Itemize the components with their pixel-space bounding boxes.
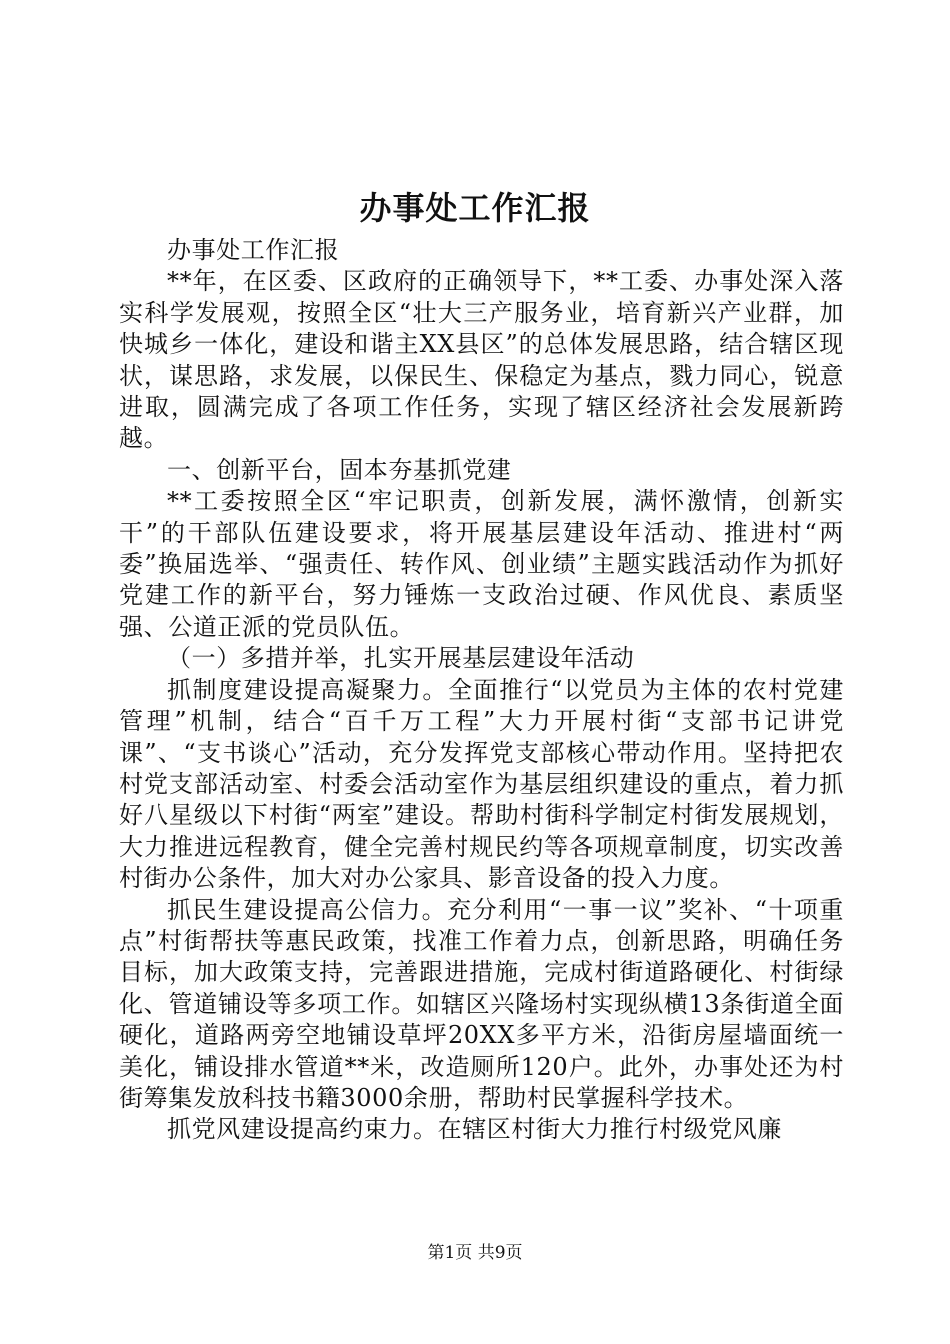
- page-number-footer: 第1页 共9页: [427, 1243, 523, 1263]
- section-heading-1: 一、创新平台，固本夯基抓党建: [167, 455, 512, 484]
- paragraph-conduct-building: 抓党风建设提高约束力。在辖区村街大力推行村级党风廉: [167, 1115, 782, 1144]
- document-body: [119, 235, 844, 1146]
- paragraph-heading-repeat: 办事处工作汇报: [167, 236, 340, 264]
- paragraph-livelihood-building: 抓民生建设提高公信力。充分利用“一事一议”奖补、“十项重点”村街帮扶等惠民政策，找准工作着力点，创新思路，明确任务目标，加大政策支持，完善跟进措施，完成村街道路硬化、村街绿化、管道铺设等多项工作。如辖区兴隆场村实现纵横13条街道全面硬化，道路两旁空地铺设草坪20XX多平方米，沿街房屋墙面统一美化，铺设排水管道**米，改造厕所120户。此外，办事处还为村街筹集发放科技书籍3000余册，帮助村民掌握科学技术。: [119, 895, 844, 1112]
- paragraph-system-building: 抓制度建设提高凝聚力。全面推行“以党员为主体的农村党建管理”机制，结合“百千万工程”大力开展村街“支部书记讲党课”、“支书谈心”活动，充分发挥党支部核心带动作用。坚持把农村党支部活动室、村委会活动室作为基层组织建设的重点，着力抓好八星级以下村街“两室”建设。帮助村街科学制定村街发展规划，大力推进远程教育，健全完善村规民约等各项规章制度，切实改善村街办公条件，加大对办公家具、影音设备的投入力度。: [119, 675, 844, 893]
- paragraph-intro: **年，在区委、区政府的正确领导下，**工委、办事处深入落实科学发展观，按照全区“壮大三产服务业，培育新兴产业群，加快城乡一体化，建设和谐主XX县区”的总体发展思路，结合辖区现状，谋思路，求发展，以保民生、保稳定为基点，戮力同心，锐意进取，圆满完成了各项工作任务，实现了辖区经济社会发展新跨越。: [119, 267, 844, 453]
- paragraph-party-building: **工委按照全区“牢记职责，创新发展，满怀激情，创新实干”的干部队伍建设要求，将开展基层建设年活动、推进村“两委”换届选举、“强责任、转作风、创业绩”主题实践活动作为抓好党建工作的新平台，努力锤炼一支政治过硬、作风优良、素质坚强、公道正派的党员队伍。: [119, 487, 844, 641]
- subsection-heading-1: （一）多措并举，扎实开展基层建设年活动: [167, 644, 635, 673]
- document-title: 办事处工作汇报: [359, 189, 591, 227]
